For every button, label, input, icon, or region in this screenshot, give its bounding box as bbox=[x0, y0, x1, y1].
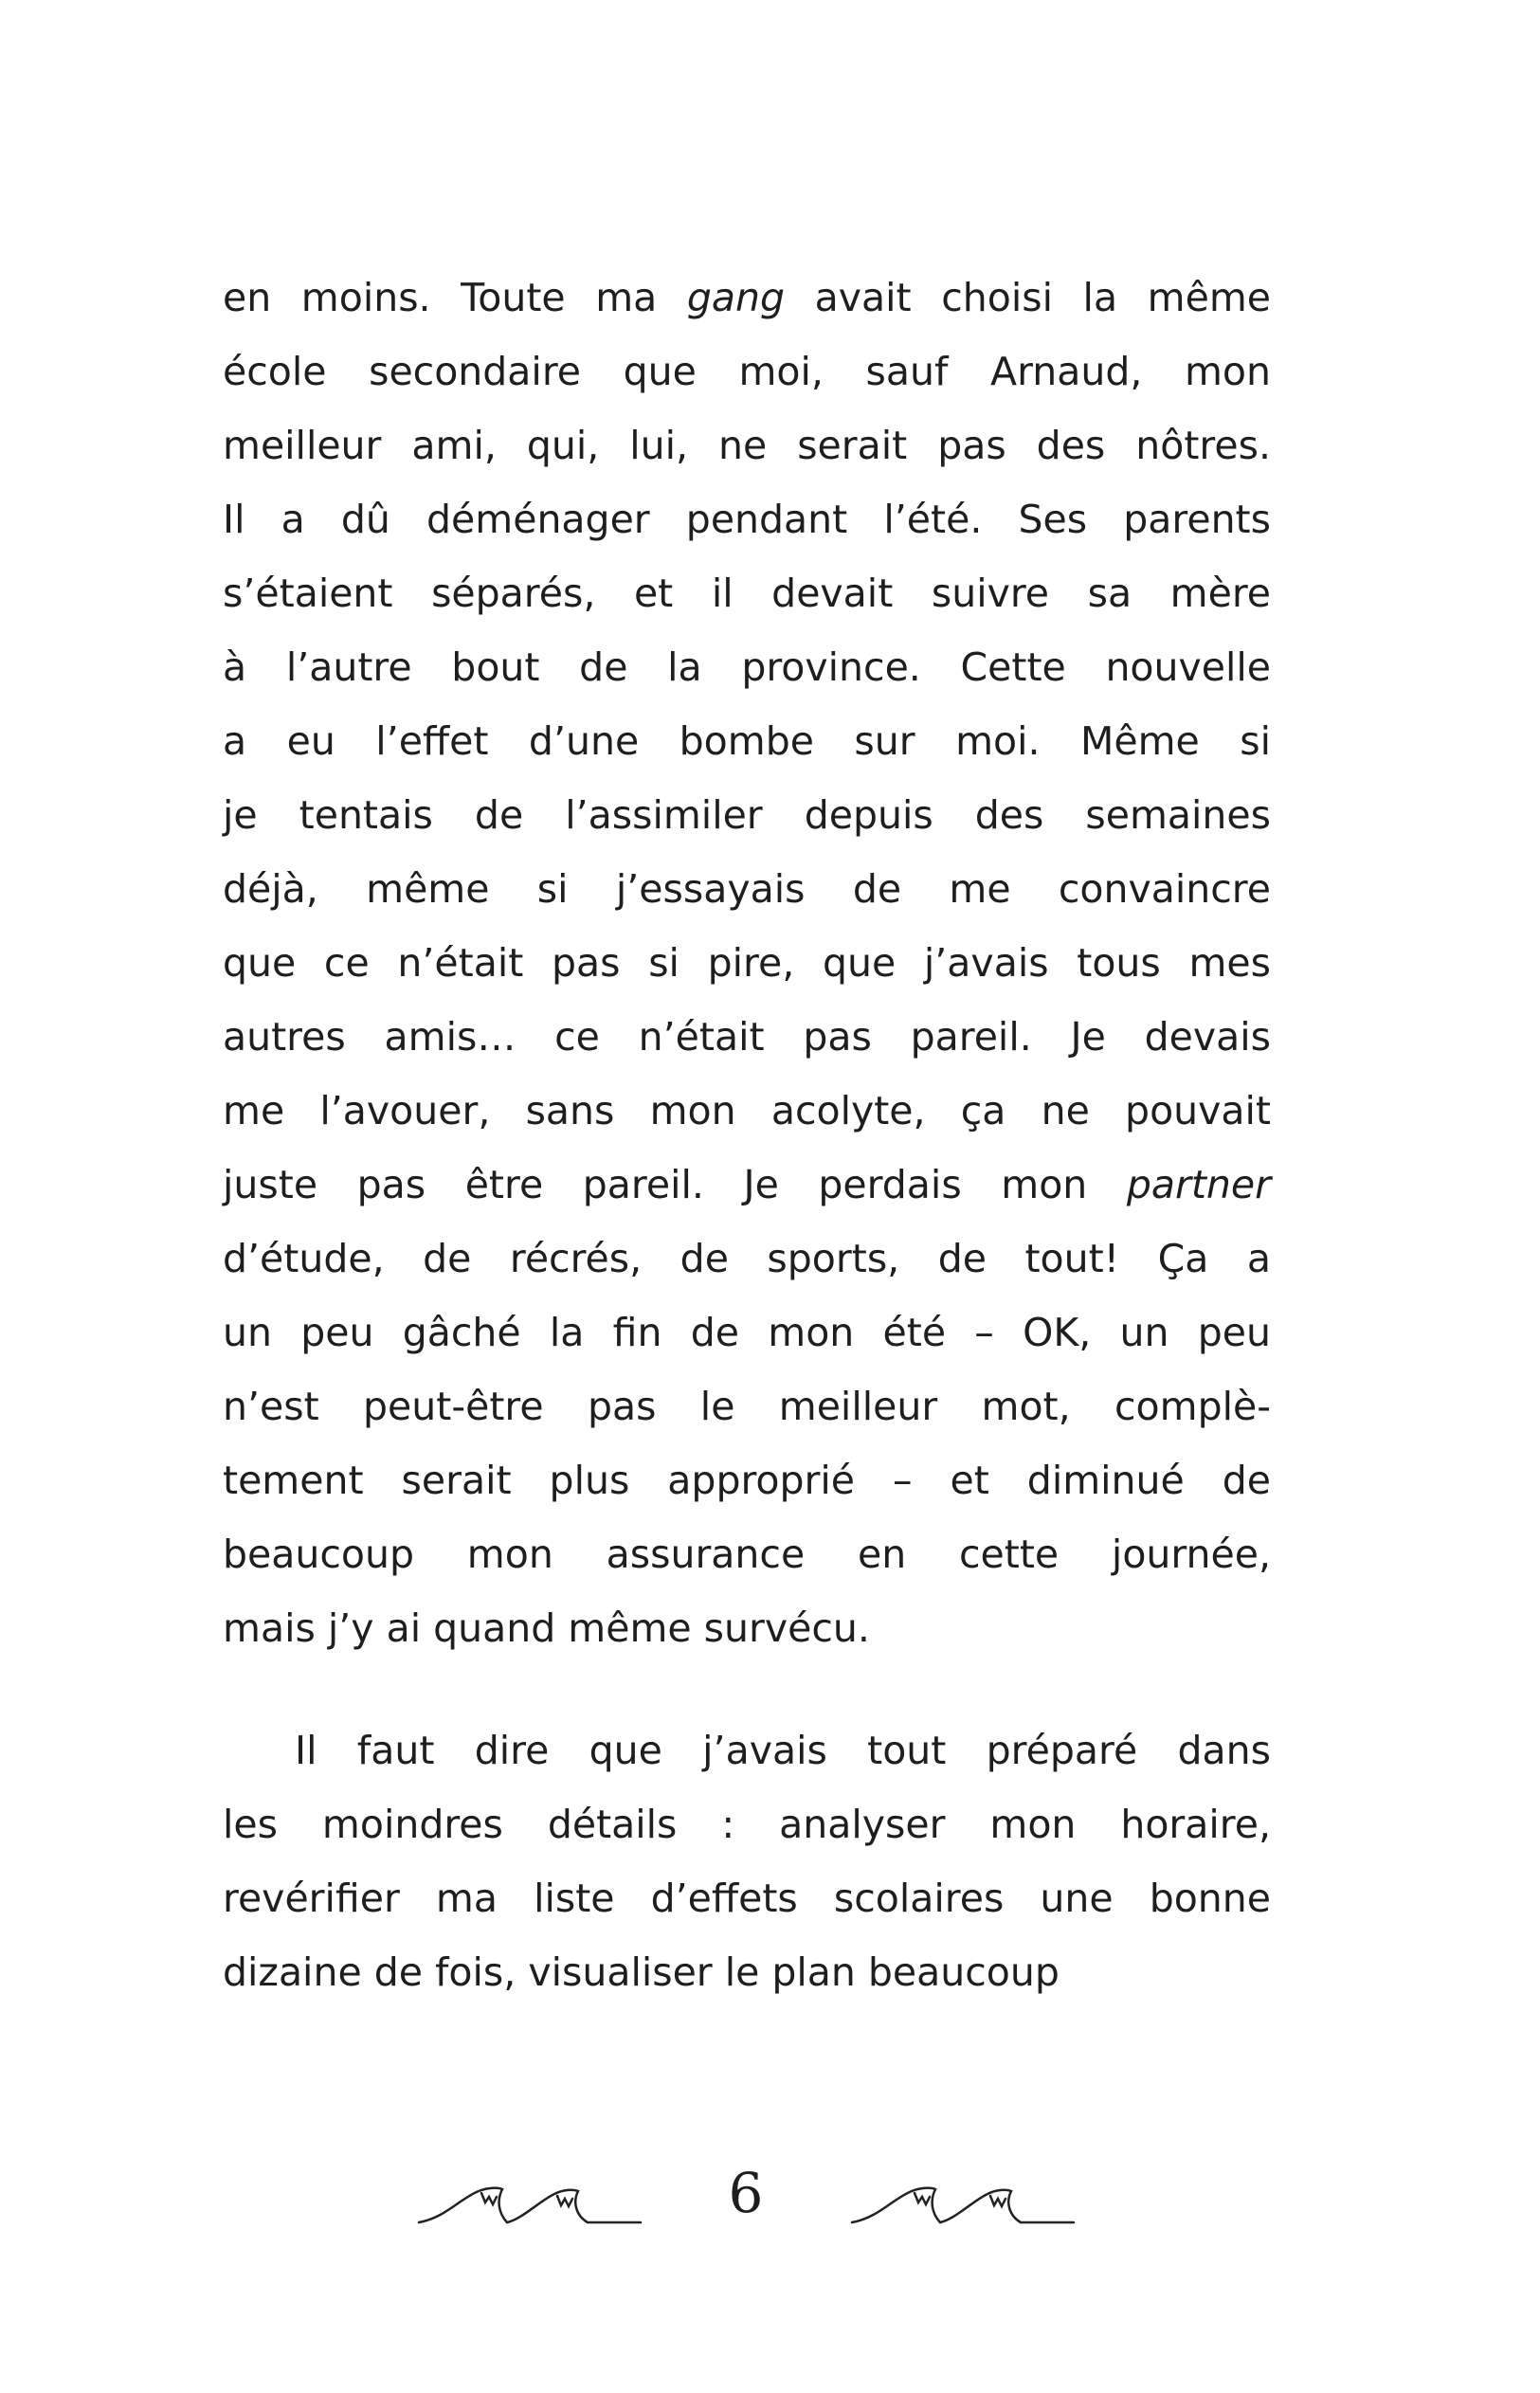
text-line bbox=[223, 1087, 1271, 1134]
text-line bbox=[223, 1801, 1271, 1848]
text-segment: autres amis… ce n’était pas pareil. Je devais bbox=[223, 1014, 1271, 1060]
text-segment: Il faut dire que j’avais tout préparé dans bbox=[295, 1728, 1271, 1773]
text-line bbox=[223, 1383, 1271, 1430]
text-segment: avait choisi la même bbox=[785, 275, 1271, 320]
wave-ornament-left-icon bbox=[417, 2180, 644, 2227]
text-line bbox=[223, 644, 1271, 691]
text-segment: je tentais de l’assimiler depuis des semaines bbox=[223, 792, 1271, 838]
text-line bbox=[223, 865, 1271, 913]
text-line bbox=[223, 1013, 1271, 1061]
text-line bbox=[223, 1604, 1271, 1652]
italic-text: gang bbox=[686, 275, 786, 320]
text-line bbox=[223, 274, 1271, 321]
text-segment: a eu l’effet d’une bombe sur moi. Même si bbox=[223, 718, 1271, 764]
text-segment: n’est peut-être pas le meilleur mot, complè- bbox=[223, 1384, 1271, 1429]
text-line bbox=[223, 939, 1271, 987]
text-line bbox=[223, 1161, 1271, 1208]
text-line bbox=[223, 791, 1271, 839]
text-segment: beaucoup mon assurance en cette journée, bbox=[223, 1532, 1271, 1577]
page-number: 6 bbox=[728, 2161, 764, 2225]
text-line bbox=[223, 1531, 1271, 1578]
text-segment: meilleur ami, qui, lui, ne serait pas des nôtres. bbox=[223, 423, 1271, 468]
text-segment: d’étude, de récrés, de sports, de tout! Ça a bbox=[223, 1236, 1271, 1281]
text-segment: dizaine de fois, visualiser le plan beaucoup bbox=[223, 1949, 1060, 1995]
text-segment: déjà, même si j’essayais de me convaincre bbox=[223, 866, 1271, 912]
wave-ornament-right-icon bbox=[850, 2180, 1078, 2227]
text-segment: Il a dû déménager pendant l’été. Ses parents bbox=[223, 497, 1271, 542]
text-line bbox=[223, 570, 1271, 617]
text-segment: à l’autre bout de la province. Cette nouvelle bbox=[223, 644, 1271, 690]
text-line bbox=[223, 1875, 1271, 1922]
text-line bbox=[223, 1309, 1271, 1356]
text-line bbox=[223, 496, 1271, 543]
text-segment: revérifier ma liste d’effets scolaires une bonne bbox=[223, 1876, 1271, 1921]
text-segment: tement serait plus approprié – et diminué de bbox=[223, 1458, 1271, 1503]
text-segment: juste pas être pareil. Je perdais mon bbox=[223, 1162, 1127, 1207]
italic-text: partner bbox=[1126, 1162, 1271, 1207]
text-segment: mais j’y ai quand même survécu. bbox=[223, 1605, 870, 1651]
text-line bbox=[223, 348, 1271, 395]
text-line bbox=[223, 1235, 1271, 1282]
text-segment: s’étaient séparés, et il devait suivre sa mère bbox=[223, 571, 1271, 616]
text-segment: école secondaire que moi, sauf Arnaud, mon bbox=[223, 349, 1271, 394]
text-line bbox=[223, 1457, 1271, 1504]
text-segment: en moins. Toute ma bbox=[223, 275, 687, 320]
text-line bbox=[223, 1727, 1271, 1774]
text-segment: les moindres détails : analyser mon horaire, bbox=[223, 1802, 1271, 1847]
text-line bbox=[223, 717, 1271, 765]
text-segment: un peu gâché la fin de mon été – OK, un peu bbox=[223, 1310, 1271, 1355]
text-line bbox=[223, 1949, 1271, 1996]
text-line bbox=[223, 422, 1271, 469]
text-segment: que ce n’était pas si pire, que j’avais tous mes bbox=[223, 940, 1271, 986]
text-segment: me l’avouer, sans mon acolyte, ça ne pouvait bbox=[223, 1088, 1271, 1133]
